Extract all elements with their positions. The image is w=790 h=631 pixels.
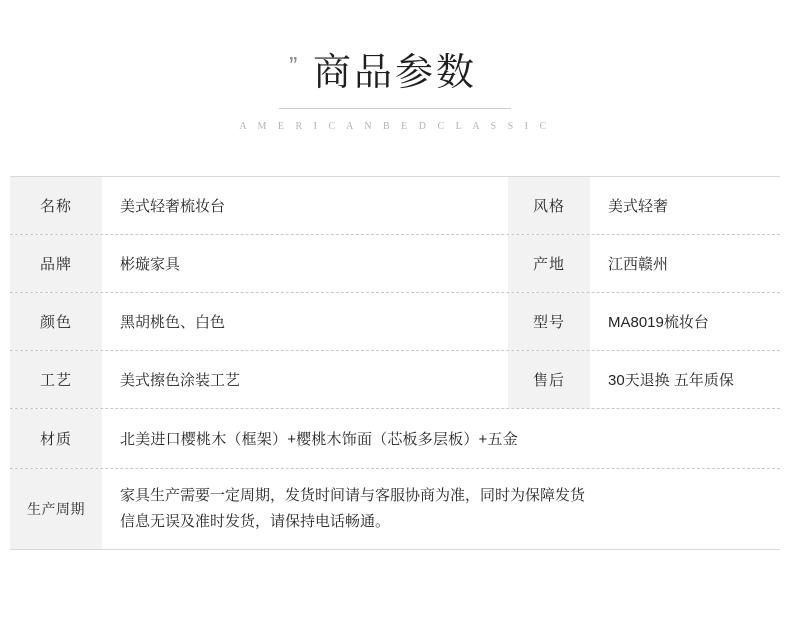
row-value-production-cycle (102, 469, 780, 549)
row-value-craft: 美式擦色涂装工艺 (102, 351, 508, 408)
row-label-model: 型号 (508, 293, 590, 350)
row-label-style: 风格 (508, 177, 590, 234)
row-label-craft: 工艺 (10, 351, 102, 408)
table-row (10, 293, 780, 351)
row-value-color: 黑胡桃色、白色 (102, 293, 508, 350)
row-label-aftersales: 售后 (508, 351, 590, 408)
row-value-origin: 江西赣州 (590, 235, 780, 292)
row-value-brand: 彬璇家具 (102, 235, 508, 292)
row-value-aftersales: 30天退换 五年质保 (590, 351, 780, 408)
row-value-style: 美式轻奢 (590, 177, 780, 234)
row-label-production-cycle: 生产周期 (10, 469, 102, 549)
row-label-color: 颜色 (10, 293, 102, 350)
table-row (10, 469, 780, 549)
quote-mark-icon: ˮ (288, 52, 298, 82)
production-cycle-line-2: 信息无误及准时发货，请保持电话畅通。 (120, 512, 391, 530)
page-subtitle: A M E R I C A N B E D C L A S S I C (239, 120, 551, 132)
parameters-table (10, 176, 780, 550)
row-value-material: 北美进口樱桃木（框架）+樱桃木饰面（芯板多层板）+五金 (102, 409, 780, 468)
row-label-origin: 产地 (508, 235, 590, 292)
table-row (10, 177, 780, 235)
title-block (288, 50, 477, 94)
row-label-brand: 品牌 (10, 235, 102, 292)
row-value-name: 美式轻奢梳妆台 (102, 177, 508, 234)
row-label-name: 名称 (10, 177, 102, 234)
production-cycle-line-1: 家具生产需要一定周期，发货时间请与客服协商为准，同时为保障发货 (120, 486, 586, 504)
row-value-model: MA8019梳妆台 (590, 293, 780, 350)
page-title: 商品参数 (312, 50, 477, 94)
page-header (0, 0, 790, 132)
title-divider (279, 108, 511, 109)
table-row (10, 409, 780, 469)
row-label-material: 材质 (10, 409, 102, 468)
table-row (10, 351, 780, 409)
table-row (10, 235, 780, 293)
